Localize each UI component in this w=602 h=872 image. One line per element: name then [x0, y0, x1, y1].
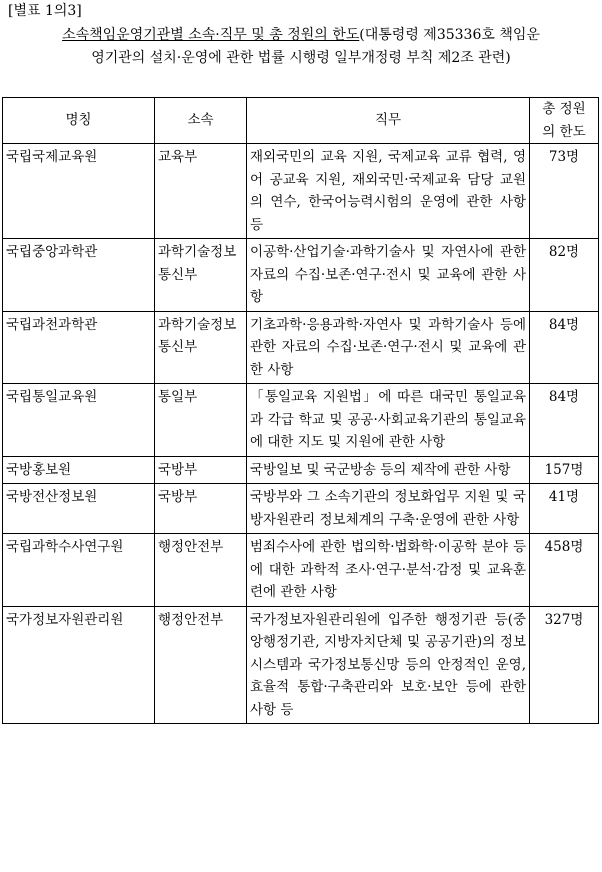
cell-name: 국방전산정보원 [3, 484, 155, 534]
header-limit [530, 98, 599, 144]
cell-name: 국가정보자원관리원 [3, 606, 155, 724]
cell-duty: 재외국민의 교육 지원, 국제교육 교류 협력, 영어 공교육 지원, 재외국민·국제교육 담당 교원의 연수, 한국어능력시험의 운영에 관한 사항 등 [247, 144, 530, 239]
table-row [3, 384, 599, 457]
cell-duty: 「통일교육 지원법」에 따른 대국민 통일교육과 각급 학교 및 공공·사회교육기관의 통일교육에 대한 지도 및 지원에 관한 사항 [247, 384, 530, 457]
cell-limit: 82명 [530, 239, 599, 312]
header-row [3, 98, 599, 144]
cell-duty: 국방일보 및 국군방송 등의 제작에 관한 사항 [247, 456, 530, 484]
header-limit-line1: 총 정원 [542, 101, 586, 117]
table-body [3, 144, 599, 724]
table-row [3, 456, 599, 484]
table-row [3, 239, 599, 312]
header-name: 명칭 [3, 98, 155, 144]
agency-limits-table [2, 97, 599, 724]
cell-name: 국방홍보원 [3, 456, 155, 484]
cell-affiliation: 국방부 [155, 484, 247, 534]
cell-affiliation: 과학기술정보통신부 [155, 239, 247, 312]
document-title [4, 24, 598, 70]
cell-duty: 범죄수사에 관한 법의학·법화학·이공학 분야 등에 대한 과학적 조사·연구·분석·감정 및 교육훈련에 관한 사항 [247, 534, 530, 607]
header-limit-line2: 의 한도 [542, 123, 586, 140]
title-note-line1: (대통령령 제35336호 책임운 [359, 27, 540, 43]
header-duty: 직무 [247, 98, 530, 144]
cell-limit: 327명 [530, 606, 599, 724]
cell-duty: 국가정보자원관리원에 입주한 행정기관 등(중앙행정기관, 지방자치단체 및 공공기관)의 정보시스템과 국가정보통신망 등의 안정적인 운영, 효율적 통합·구축관리와 보호·보안 등에 관한 사항 등 [247, 606, 530, 724]
cell-duty: 기초과학·응용과학·자연사 및 과학기술사 등에 관한 자료의 수집·보존·연구·전시 및 교육에 관한 사항 [247, 311, 530, 384]
cell-affiliation: 국방부 [155, 456, 247, 484]
title-main: 소속책임운영기관별 소속·직무 및 총 정원의 한도 [62, 27, 360, 43]
cell-limit: 73명 [530, 144, 599, 239]
cell-duty: 이공학·산업기술·과학기술사 및 자연사에 관한 자료의 수집·보존·연구·전시 및 교육에 관한 사항 [247, 239, 530, 312]
cell-limit: 84명 [530, 311, 599, 384]
title-note-line2: 영기관의 설치·운영에 관한 법률 시행령 일부개정령 부칙 제2조 관련) [91, 50, 511, 66]
table-header [3, 98, 599, 144]
cell-limit: 458명 [530, 534, 599, 607]
cell-limit: 84명 [530, 384, 599, 457]
cell-name: 국립통일교육원 [3, 384, 155, 457]
cell-limit: 41명 [530, 484, 599, 534]
header-affiliation: 소속 [155, 98, 247, 144]
cell-duty: 국방부와 그 소속기관의 정보화업무 지원 및 국방자원관리 정보체계의 구축·운영에 관한 사항 [247, 484, 530, 534]
cell-affiliation: 행정안전부 [155, 606, 247, 724]
table-row [3, 144, 599, 239]
table-row [3, 534, 599, 607]
annex-reference: [별표 1의3] [8, 3, 82, 19]
table-row [3, 606, 599, 724]
cell-limit: 157명 [530, 456, 599, 484]
cell-affiliation: 통일부 [155, 384, 247, 457]
cell-affiliation: 행정안전부 [155, 534, 247, 607]
cell-name: 국립과학수사연구원 [3, 534, 155, 607]
cell-name: 국립국제교육원 [3, 144, 155, 239]
table-row [3, 484, 599, 534]
table-row [3, 311, 599, 384]
cell-affiliation: 과학기술정보통신부 [155, 311, 247, 384]
cell-affiliation: 교육부 [155, 144, 247, 239]
cell-name: 국립중앙과학관 [3, 239, 155, 312]
cell-name: 국립과천과학관 [3, 311, 155, 384]
